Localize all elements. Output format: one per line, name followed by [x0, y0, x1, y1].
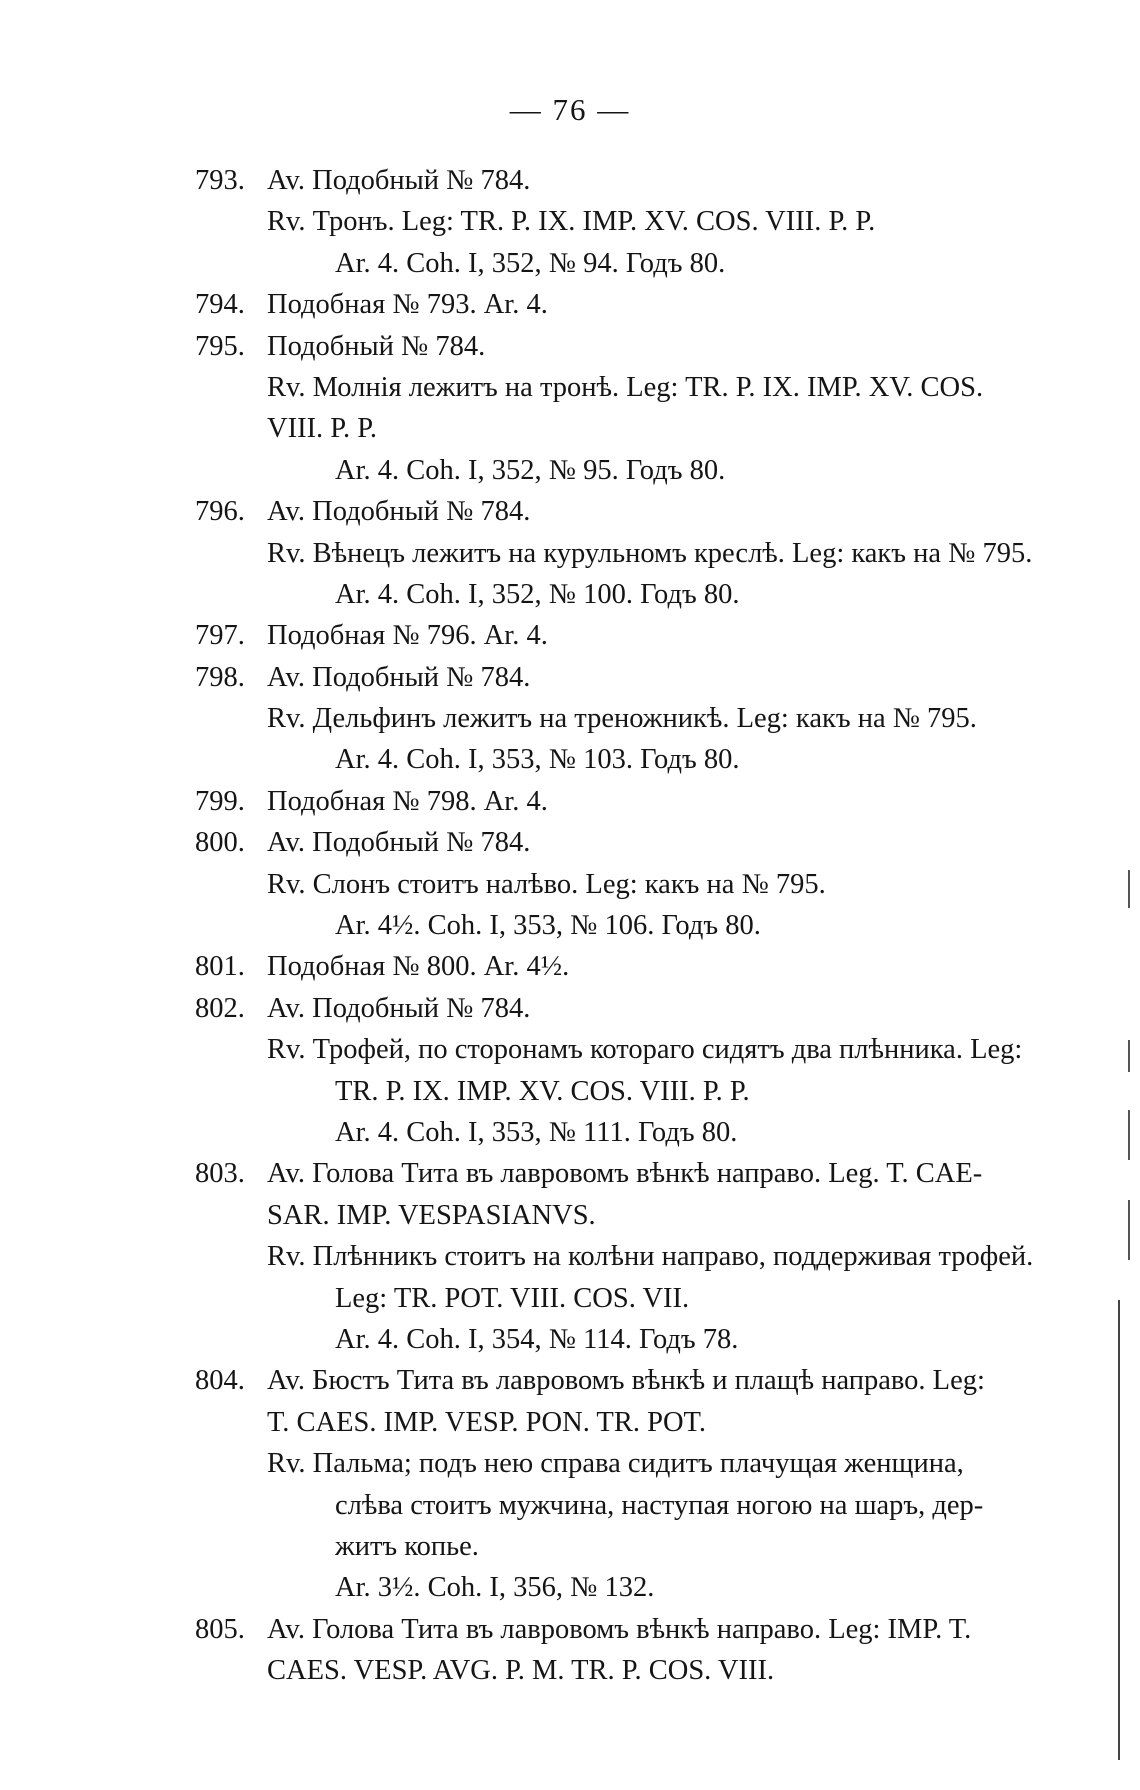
entry-line [195, 822, 1105, 863]
entry-line [195, 739, 1105, 780]
entry-text: Rv. Пальма; подъ нею справа сидитъ плачущая женщина, [267, 1448, 964, 1480]
entry-text: SAR. IMP. VESPASIANVS. [267, 1199, 596, 1231]
entry-text: Ar. 3½. Coh. I, 356, № 132. [335, 1572, 655, 1604]
entry-text: Подобная № 798. Ar. 4. [267, 785, 548, 817]
entry-line [195, 1029, 1105, 1070]
entry-text: Rv. Плѣнникъ стоитъ на колѣни направо, поддерживая трофей. [267, 1241, 1034, 1273]
entry-line [195, 864, 1105, 905]
entry-text: Ar. 4. Coh. I, 353, № 103. Годъ 80. [335, 744, 740, 776]
entry-text: Подобная № 796. Ar. 4. [267, 620, 548, 652]
entry-line [195, 408, 1105, 449]
entry-text: слѣва стоитъ мужчина, наступая ногою на шаръ, дер- [335, 1489, 984, 1521]
margin-mark [1128, 870, 1130, 908]
entry-text: Rv. Вѣнецъ лежитъ на курульномъ креслѣ. Leg: какъ на № 795. [267, 537, 1033, 569]
entry-line [195, 450, 1105, 491]
entry-text: Rv. Слонъ стоитъ налѣво. Leg: какъ на № 795. [267, 868, 826, 900]
entry-number: 796. [195, 496, 245, 528]
entry-line [195, 781, 1105, 822]
entry-line [195, 574, 1105, 615]
entry-number: 793. [195, 165, 245, 196]
entry-line [195, 533, 1105, 574]
entry-number: 802. [195, 992, 245, 1024]
entry-line [195, 698, 1105, 739]
entry-line [195, 1360, 1105, 1401]
entry-line [195, 1485, 1105, 1526]
entry-number: 801. [195, 951, 245, 983]
entry-text: Rv. Дельфинъ лежитъ на треножникѣ. Leg: какъ на № 795. [267, 703, 977, 735]
entry-text: Av. Подобный № 784. [267, 661, 531, 693]
entry-line [195, 1609, 1105, 1650]
entry-line [195, 1278, 1105, 1319]
entry-text: VIII. P. P. [267, 413, 378, 445]
entry-number: 804. [195, 1365, 245, 1397]
entry-line [195, 326, 1105, 367]
entry-line [195, 160, 1105, 201]
entry-text: TR. P. IX. IMP. XV. COS. VIII. P. P. [335, 1075, 750, 1107]
entry-text: Подобная № 800. Ar. 4½. [267, 951, 570, 983]
entry-text: Av. Подобный № 784. [267, 992, 531, 1024]
entry-line [195, 201, 1105, 242]
entry-line [195, 367, 1105, 408]
entry-text: Rv. Тронъ. Leg: TR. P. IX. IMP. XV. COS. VIII. P. P. [267, 206, 876, 238]
entry-text: Av. Подобный № 784. [267, 165, 531, 196]
page-edge-rule [1118, 1300, 1120, 1760]
entry-text: Ar. 4. Coh. I, 352, № 95. Годъ 80. [335, 454, 726, 486]
entry-line [195, 946, 1105, 987]
entry-text: житъ копье. [335, 1530, 479, 1562]
entry-line [195, 905, 1105, 946]
entry-text: CAES. VESP. AVG. P. M. TR. P. COS. VIII. [267, 1655, 775, 1687]
entry-text: Leg: TR. POT. VIII. COS. VII. [335, 1282, 690, 1314]
entry-line [195, 1650, 1105, 1691]
entry-line [195, 1071, 1105, 1112]
page-number: — 76 — [509, 92, 631, 127]
catalog-entries [195, 160, 1105, 1691]
entry-text: T. CAES. IMP. VESP. PON. TR. POT. [267, 1406, 706, 1438]
entry-line [195, 615, 1105, 656]
entry-line [195, 1112, 1105, 1153]
entry-text: Av. Подобный № 784. [267, 827, 531, 859]
entry-number: 798. [195, 661, 245, 693]
entry-line [195, 1153, 1105, 1194]
entry-number: 794. [195, 289, 245, 321]
entry-line [195, 1402, 1105, 1443]
entry-text: Rv. Трофей, по сторонамъ котораго сидятъ два плѣнника. Leg: [267, 1034, 1023, 1066]
entry-line [195, 988, 1105, 1029]
entry-text: Av. Голова Тита въ лавровомъ вѣнкѣ направо. Leg. T. CAE- [267, 1158, 983, 1190]
entry-line [195, 243, 1105, 284]
margin-mark [1128, 1110, 1130, 1160]
entry-line [195, 1567, 1105, 1608]
entry-line [195, 491, 1105, 532]
entry-number: 805. [195, 1613, 245, 1645]
entry-text: Ar. 4½. Coh. I, 353, № 106. Годъ 80. [335, 910, 761, 942]
entry-text: Rv. Молнія лежитъ на тронѣ. Leg: TR. P. IX. IMP. XV. COS. [267, 371, 984, 403]
entry-text: Подобная № 793. Ar. 4. [267, 289, 548, 321]
entry-text: Ar. 4. Coh. I, 352, № 100. Годъ 80. [335, 578, 740, 610]
entry-line [195, 1195, 1105, 1236]
entry-line [195, 657, 1105, 698]
entry-number: 795. [195, 330, 245, 362]
entry-number: 803. [195, 1158, 245, 1190]
entry-text: Ar. 4. Coh. I, 354, № 114. Годъ 78. [335, 1323, 739, 1355]
entry-text: Подобный № 784. [267, 330, 486, 362]
entry-text: Av. Бюстъ Тита въ лавровомъ вѣнкѣ и плащѣ направо. Leg: [267, 1365, 985, 1397]
margin-mark [1128, 1200, 1130, 1260]
entry-line [195, 1526, 1105, 1567]
entry-number: 799. [195, 785, 245, 817]
entry-line [195, 1236, 1105, 1277]
entry-line [195, 284, 1105, 325]
entry-text: Ar. 4. Coh. I, 353, № 111. Годъ 80. [335, 1116, 738, 1148]
entry-line [195, 1443, 1105, 1484]
entry-line [195, 1319, 1105, 1360]
entry-number: 797. [195, 620, 245, 652]
entry-text: Av. Голова Тита въ лавровомъ вѣнкѣ направо. Leg: IMP. T. [267, 1613, 972, 1645]
entry-number: 800. [195, 827, 245, 859]
margin-mark [1128, 1040, 1130, 1072]
entry-text: Ar. 4. Coh. I, 352, № 94. Годъ 80. [335, 247, 726, 279]
entry-text: Av. Подобный № 784. [267, 496, 531, 528]
